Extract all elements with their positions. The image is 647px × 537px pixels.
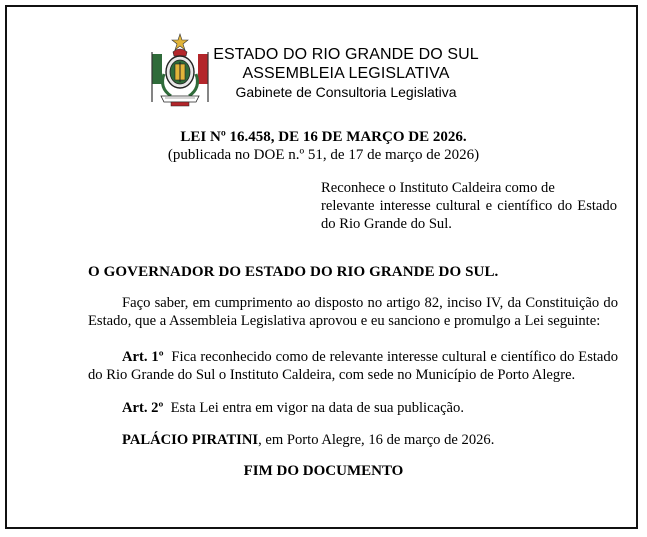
state-coat-of-arms-icon: [149, 32, 211, 110]
signature-place: [88, 431, 618, 449]
governor-heading: O GOVERNADOR DO ESTADO DO RIO GRANDE DO SUL.: [88, 264, 499, 280]
law-title: LEI Nº 16.458, DE 16 DE MARÇO DE 2026.: [180, 129, 467, 145]
article-2-text: Esta Lei entra em vigor na data de sua publicação.: [170, 400, 464, 416]
palacio-text: , em Porto Alegre, 16 de março de 2026.: [258, 432, 495, 448]
office-name: Gabinete de Consultoria Legislativa: [235, 84, 457, 100]
publication-note: (publicada no DOE n.º 51, de 17 de março de 2026): [167, 147, 480, 163]
ementa-line-1: Reconhece o Instituto Caldeira como de: [321, 180, 555, 196]
article-1: [88, 348, 618, 384]
article-2: [88, 399, 618, 417]
institution-header: [212, 45, 480, 101]
palacio-label: PALÁCIO PIRATINI: [122, 432, 259, 448]
end-of-document: FIM DO DOCUMENTO: [243, 463, 404, 479]
assembly-name: ASSEMBLEIA LEGISLATIVA: [242, 65, 450, 82]
article-2-label: Art. 2º: [122, 400, 164, 416]
article-1-label: Art. 1º: [122, 349, 164, 365]
ementa: [321, 179, 617, 233]
article-1-text: Fica reconhecido como de relevante interesse cultural e científico do Estado do Rio Grande do Sul o Instituto Caldeira, com sede no Município de Porto Alegre.: [88, 349, 618, 383]
document-page: [5, 5, 638, 529]
ementa-rest: relevante interesse cultural e científico do Estado do Rio Grande do Sul.: [321, 198, 617, 232]
intro-paragraph: Faço saber, em cumprimento ao disposto no artigo 82, inciso IV, da Constituição do Estado, que a Assembleia Legislativa aprovou e eu sanciono e promulgo a Lei seguinte:: [88, 295, 618, 329]
state-name: ESTADO DO RIO GRANDE DO SUL: [213, 46, 479, 63]
